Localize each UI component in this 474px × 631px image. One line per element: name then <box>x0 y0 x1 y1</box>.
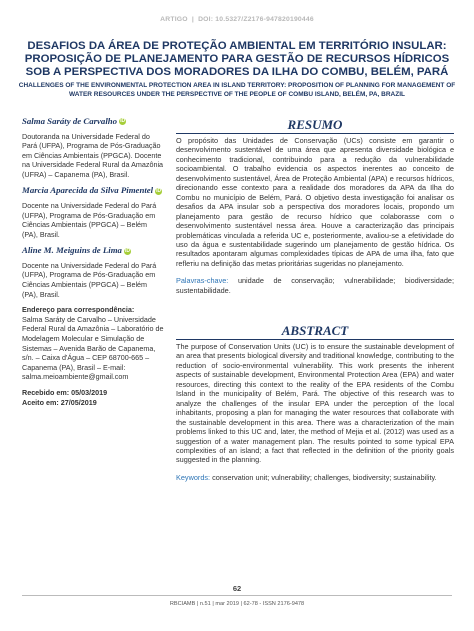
author-column <box>22 116 164 407</box>
resumo-keywords <box>176 276 454 295</box>
article-header: ARTIGO | DOI: 10.5327/Z2176-947820190446 <box>160 16 314 23</box>
keywords-label: Palavras-chave: <box>176 276 229 286</box>
orcid-icon[interactable]: iD <box>120 118 126 125</box>
footer-citation: RBCIAMB | n.51 | mar 2019 | 62-78 - ISSN 2176-9478 <box>169 601 305 607</box>
footer-divider <box>22 595 452 596</box>
abstract-divider <box>176 339 454 340</box>
title-english: CHALLENGES OF THE ENVIRONMENTAL PROTECTION AREA IN ISLAND TERRITORY: PROPOSITION OF PLANNING FOR MANAGEMENT OF WATER RESOURCES UNDER THE PERSPECTIVE OF THE PEOPLE OF COMBU ISLAND, BELÉM, PA, BRAZIL <box>18 82 456 98</box>
author-affiliation: Doutoranda na Universidade Federal do Pará (UFPA), Programa de Pós-Graduação em Ciências Ambientais (PPGCA). Docente na Universidade Federal Rural da Amazônia (UFRA) – Capanema (PA), Brasil. <box>22 131 164 179</box>
abstract-text: The purpose of Conservation Units (UC) is to ensure the sustainable development of an area that presents biological diversity and traditional knowledge, contributing to the reduction of socio-environmental vulnerability. This work presents the inherent aspects of sustainable development, Environmental Protection Area (EPA) and water resources, directing this context to the reality of the EPA residents of the Combu Island in the municipality of Belém, Pará. The objective of this research was to analyze the challenges of the insular EPA under the perception of the local inhabitants, proposing a plan for managing the water resources that collaborate with the sustainable development in this area. There was a characterization of the main problems linked to this UC and, later, the method of Mejia et al. (2012) was used as a suggestion of a water management plan. The results pointed to some typical EPA complexities of an island; a fact that reflected in the definition of the priority goals suggested in the planning. <box>176 342 454 465</box>
keywords-label: Keywords: <box>176 472 211 482</box>
page-number: 62 <box>232 584 242 593</box>
abstract-heading: ABSTRACT <box>281 323 349 338</box>
abstract-section <box>176 324 454 482</box>
resumo-section <box>176 118 454 295</box>
resumo-heading: RESUMO <box>287 117 343 132</box>
author-2 <box>22 185 164 239</box>
keywords-text: unidade de conservação; vulnerabilidade; biodiversidade; sustentabilidade. <box>176 276 455 295</box>
received-date: Recebido em: 05/03/2019 <box>22 387 108 397</box>
correspondence <box>22 305 164 382</box>
accepted-date: Aceito em: 27/05/2019 <box>22 397 97 407</box>
orcid-icon[interactable]: iD <box>124 247 130 254</box>
resumo-text: O propósito das Unidades de Conservação (UCs) consiste em garantir o desenvolvimento sustentável de uma área que apresenta diversidade biológica e conhecimento tradicional, contribuindo para a redução da vulnerabilidade socioambiental. O trabalho evidencia os aspectos inerentes ao conceito de desenvolvimento sustentável, Área de Proteção Ambiental (APA) e recursos hídricos, direcionando esse contexto para a realidade dos moradores da APA da Ilha do Combu no município de Belém, Pará. O objetivo desta investigação foi analisar os desafios da APA insular sob a perspectiva dos moradores locais, propondo um planejamento para gestão de recurso hídrico que colaborasse com o desenvolvimento sustentável nessa área. Houve a caracterização das principais problemáticas vinculada a referida UC e, posteriormente, avaliou-se a efetividade do uso da água e sustentabilidade sugerindo um planejamento de gestão hídrica. Os resultados apontaram algumas complexidades típicas de APA de uma ilha, fato que reflетiu na definição das metas prioritárias sugeridas no planejamento. <box>176 136 454 268</box>
doi-link[interactable]: DOI: 10.5327/Z2176-947820190446 <box>198 16 314 23</box>
author-affiliation: Docente na Universidade Federal do Pará (UFPA), Programa de Pós-Graduação em Ciências Ambientais (PPGCA) – Belém (PA), Brasil. <box>22 200 157 239</box>
correspondence-text: Salma Saráty de Carvalho – Universidade Federal Rural da Amazônia – Laboratório de Modelagem Molecular e Simulação de Sistemas – Avenida Barão de Capanema, s/n. – Caixa d'Água – CEP 68700-665 – Capanema (PA), Brasil – E-mail: salma.meioambiente@gmail.com <box>22 314 164 382</box>
abstract-keywords <box>176 473 454 482</box>
dates <box>22 388 164 407</box>
author-1 <box>22 116 164 179</box>
author-name: Marcia Aparecida da Silva Pimentel <box>22 185 154 196</box>
author-name: Salma Saráty de Carvalho <box>22 116 118 126</box>
orcid-icon[interactable]: iD <box>156 187 162 194</box>
correspondence-title: Endereço para correspondência: <box>22 305 135 315</box>
resumo-divider <box>176 133 454 134</box>
keywords-text: conservation unit; vulnerability; challenges, biodiversity; sustainability. <box>212 472 437 482</box>
author-affiliation: Docente na Universidade Federal do Pará (UFPA), Programa de Pós-Graduação em Ciências Ambientais (PPGCA) – Belém (PA), Brasil. <box>22 260 157 299</box>
author-3 <box>22 245 164 299</box>
title-portuguese: DESAFIOS DA ÁREA DE PROTEÇÃO AMBIENTAL EM TERRITÓRIO INSULAR: PROPOSIÇÃO DE PLANEJAMENTO PARA GESTÃO DE RECURSOS HÍDRICOS SOB A PERSPECTIVA DOS MORADORES DA ILHA DO COMBU, BELÉM, PARÁ <box>24 40 450 78</box>
article-type-label: ARTIGO <box>160 16 188 23</box>
author-name: Aline M. Meiguins de Lima <box>22 245 122 256</box>
